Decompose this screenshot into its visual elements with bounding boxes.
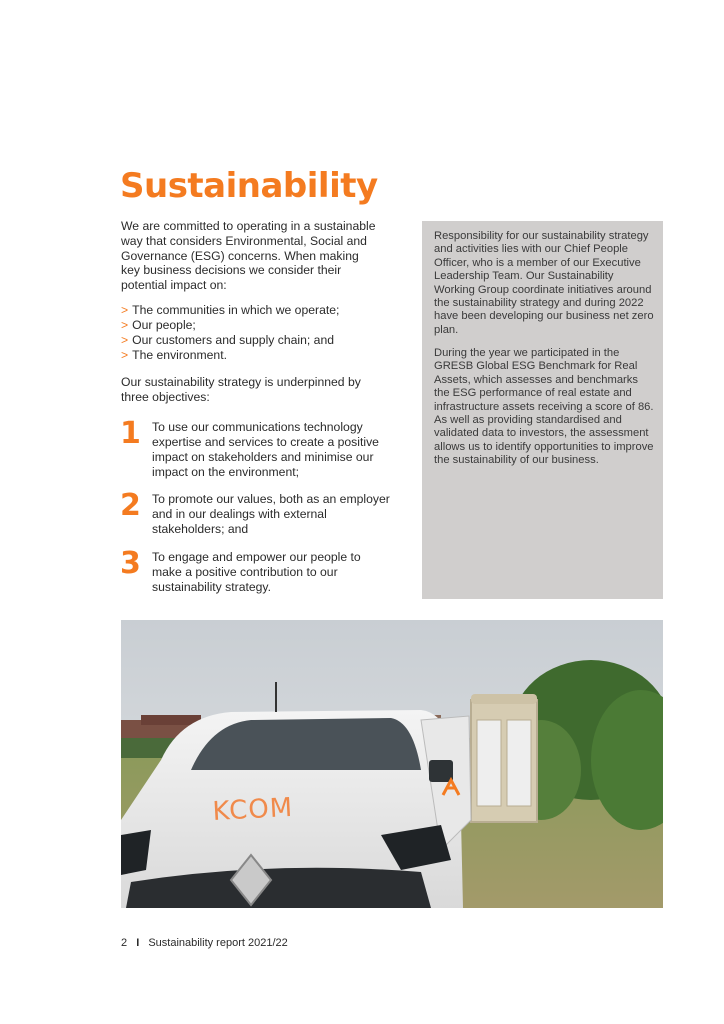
list-item: > Our customers and supply chain; and — [121, 333, 335, 347]
objective-text: To use our communications technology expertise and services to create a positive impact on stakeholders and minimise our impact on the environment; — [152, 420, 379, 479]
impact-list — [121, 303, 381, 363]
arrow-marker: > — [121, 318, 129, 332]
objective-number: 3 — [120, 546, 141, 581]
van-photo — [121, 620, 663, 908]
van-logo-text: KCOM — [211, 792, 294, 827]
arrow-marker: > — [121, 303, 129, 317]
list-item: > Our people; — [121, 318, 196, 332]
intro-paragraph: We are committed to operating in a sustainable way that considers Environmental, Social and Governance (ESG) concerns. When making key business decisions we consider their potential impact on: — [121, 219, 376, 293]
objective-number: 2 — [120, 488, 141, 523]
sidebox-paragraph-1: Responsibility for our sustainability strategy and activities lies with our Chief People Officer, who is a member of our Executive Leadership Team. Our Sustainability Working Group coordinate initiatives around the sustainability strategy and during 2022 have been developing our business net zero plan. — [434, 230, 654, 336]
sidebox-paragraph-2: During the year we participated in the GRESB Global ESG Benchmark for Real Assets, which assesses and benchmarks the ESG performance of real estate and infrastructure assets receiving a score of 86. As well as providing standardised and validated data to investors, the assessment allows us to identify opportunities to improve the sustainability of our business. — [434, 347, 654, 467]
arrow-marker: > — [121, 348, 129, 362]
footer-separator: I — [136, 937, 140, 949]
arrow-marker: > — [121, 333, 129, 347]
list-item: > The environment. — [121, 348, 227, 362]
report-title: Sustainability report 2021/22 — [148, 937, 288, 949]
objective-text: To engage and empower our people to make a positive contribution to our sustainability strategy. — [152, 550, 361, 594]
page-footer — [121, 937, 288, 949]
page-title: Sustainability — [120, 166, 378, 206]
page-number: 2 — [121, 937, 128, 949]
responsibility-sidebox — [422, 221, 663, 599]
list-item: > The communities in which we operate; — [121, 303, 340, 317]
objectives-intro: Our sustainability strategy is underpinned by three objectives: — [121, 375, 361, 404]
objective-text: To promote our values, both as an employer and in our dealings with external stakeholders; and — [152, 492, 390, 536]
objective-number: 1 — [120, 416, 141, 451]
